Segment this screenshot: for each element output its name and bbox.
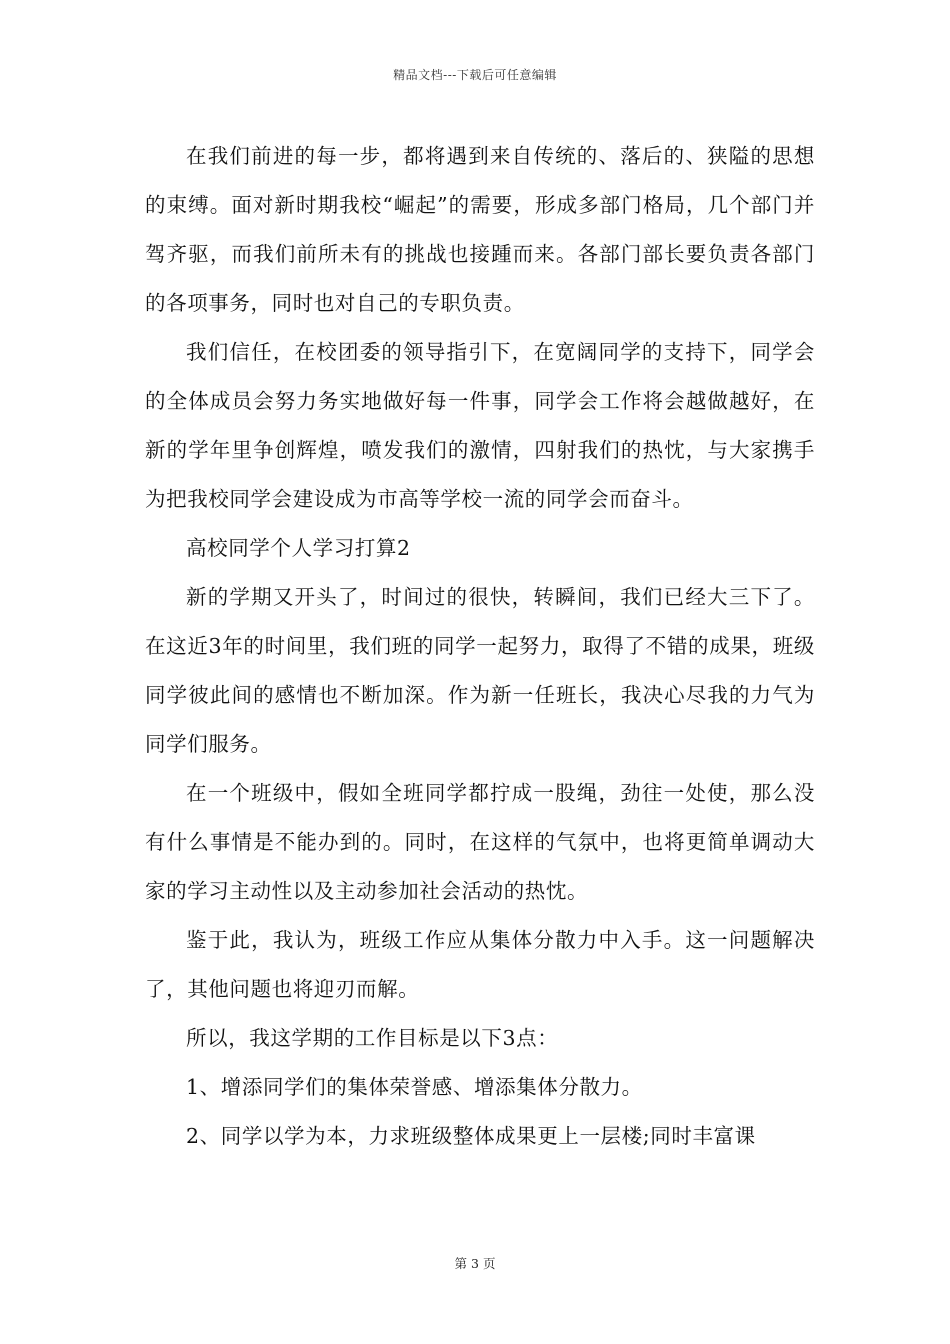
paragraph: 我们信任，在校团委的领导指引下，在宽阔同学的支持下，同学会的全体成员会努力务实地做好每一件事，同学会工作将会越做越好，在新的学年里争创辉煌，喷发我们的激情，四射我们的热忱，与大家携手为把我校同学会建设成为市高等学校一流的同学会而奋斗。 [145, 340, 815, 511]
paragraph: 鉴于此，我认为，班级工作应从集体分散力中入手。这一问题解决了，其他问题也将迎刃而解。 [145, 928, 815, 1001]
page-number: 第 3 页 [454, 1256, 496, 1271]
paragraph: 新的学期又开头了，时间过的很快，转瞬间，我们已经大三下了。在这近3年的时间里，我们班的同学一起努力，取得了不错的成果，班级同学彼此间的感情也不断加深。作为新一任班长，我决心尽我的力气为同学们服务。 [145, 585, 815, 756]
list-item: 2、同学以学为本，力求班级整体成果更上一层楼;同时丰富课 [186, 1124, 756, 1148]
document-body [145, 132, 815, 1161]
page-header: 精品文档---下载后可任意编辑 [393, 68, 557, 82]
paragraph: 在一个班级中，假如全班同学都拧成一股绳，劲往一处使，那么没有什么事情是不能办到的。同时，在这样的气氛中，也将更简单调动大家的学习主动性以及主动参加社会活动的热忱。 [145, 781, 815, 903]
list-item: 1、增添同学们的集体荣誉感、增添集体分散力。 [186, 1075, 643, 1099]
section-heading: 高校同学个人学习打算2 [186, 536, 411, 560]
paragraph: 在我们前进的每一步，都将遇到来自传统的、落后的、狭隘的思想的束缚。面对新时期我校“崛起”的需要，形成多部门格局，几个部门并驾齐驱，而我们前所未有的挑战也接踵而来。各部门部长要负责各部门的各项事务，同时也对自己的专职负责。 [145, 144, 815, 315]
paragraph: 所以，我这学期的工作目标是以下3点： [186, 1026, 559, 1050]
